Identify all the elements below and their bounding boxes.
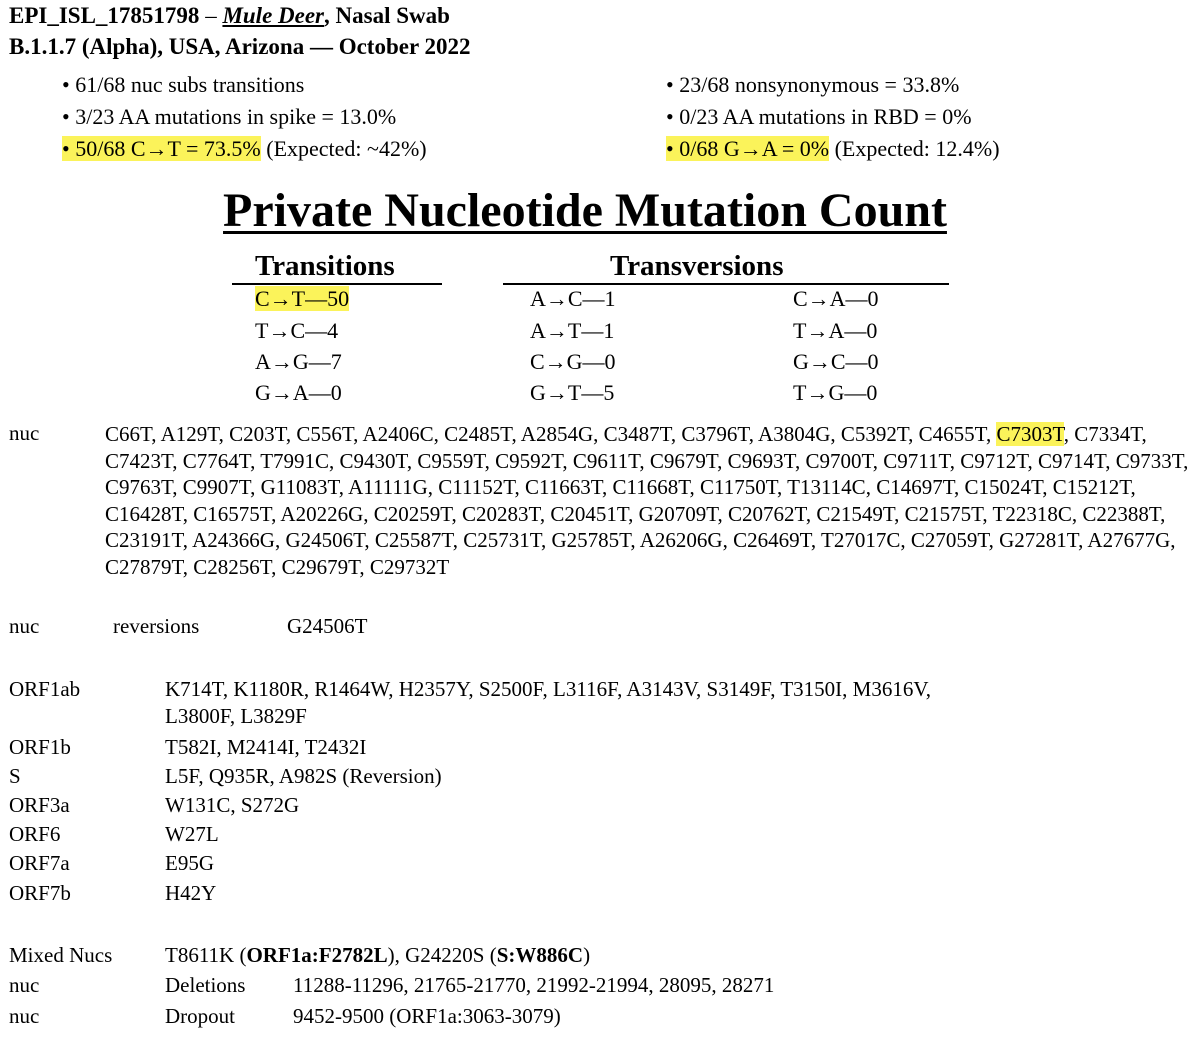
nuc-mutation: C15024T,: [964, 475, 1048, 499]
nuc-mutation: C21549T,: [816, 501, 900, 526]
nuc-mutation: A3804G,: [758, 422, 836, 446]
nuc-mutation: C20259T,: [373, 501, 457, 526]
deletions-value: 11288-11296, 21765-21770, 21992-21994, 28095, 28271: [293, 973, 775, 997]
nuc-mutation: T7991C,: [260, 448, 335, 473]
stat-left-3: • 50/68 C→T = 73.5% (Expected: ~42%): [62, 136, 427, 161]
nuc-mutation: C3487T,: [603, 422, 677, 446]
orf-mutations: H42Y: [165, 881, 217, 905]
nuc-mutation: T27017C,: [821, 528, 906, 552]
transversion-item: T→G—0: [793, 380, 878, 405]
stat-right-2: • 0/23 AA mutations in RBD = 0%: [666, 104, 972, 129]
nuc-mutation: C9711T,: [883, 448, 955, 473]
header-dash: –: [199, 3, 223, 28]
dropout-nuc-label: nuc: [9, 1004, 40, 1028]
orf-mutations: L3800F, L3829F: [165, 704, 307, 728]
nuc-mutation: C22388T,: [1082, 501, 1166, 526]
transversion-item: C→G—0: [530, 349, 616, 374]
orf-label: ORF7a: [9, 851, 70, 875]
mixed-nucs-value: T8611K (ORF1a:F2782L), G24220S (S:W886C): [165, 943, 591, 967]
transversion-item: G→T—5: [530, 380, 615, 405]
stat-right-1: • 23/68 nonsynonymous = 33.8%: [666, 72, 960, 97]
nuc-mutation: C15212T,: [1052, 475, 1136, 499]
reversions-nuc-label: nuc: [9, 614, 40, 638]
nuc-mutation: C20451T,: [550, 501, 634, 526]
nuc-mutation: C16575T,: [193, 501, 277, 526]
transversions-rule: [503, 283, 949, 285]
nuc-mutation: G24506T,: [285, 528, 370, 552]
dropout-label: Dropout: [165, 1004, 235, 1028]
transversion-item: G→C—0: [793, 349, 879, 374]
nuc-mutation: C9611T,: [572, 448, 645, 473]
nuc-mutation: G25785T,: [551, 528, 636, 552]
sample-type: , Nasal Swab: [324, 3, 450, 28]
stat-left-2: • 3/23 AA mutations in spike = 13.0%: [62, 104, 397, 129]
nuc-mutation: C9712T,: [960, 448, 1033, 473]
nuc-mutation: C9763T,: [105, 475, 178, 499]
accession-id: EPI_ISL_17851798: [9, 3, 200, 28]
sample-header-line2: B.1.1.7 (Alpha), USA, Arizona — October 2022: [9, 34, 471, 59]
nuc-mutation: C5392T,: [840, 422, 914, 446]
orf-label: ORF1ab: [9, 677, 81, 701]
nuc-mutation: C7764T,: [182, 448, 256, 473]
stat-highlight-ct: • 50/68 C→T = 73.5%: [62, 136, 261, 161]
transversions-heading: Transversions: [610, 250, 784, 282]
orf-label: S: [9, 764, 21, 788]
nuc-label: nuc: [9, 421, 40, 445]
nuc-mutation: C20283T,: [462, 501, 546, 526]
nuc-mutation: G11083T,: [260, 475, 344, 499]
nuc-mutation-list: [105, 421, 1195, 580]
orf-label: ORF6: [9, 822, 61, 846]
dropout-value: 9452-9500 (ORF1a:3063-3079): [293, 1004, 561, 1028]
transition-item: A→G—7: [255, 349, 342, 374]
nuc-mutation: T22318C,: [992, 501, 1078, 526]
nuc-mutation: A129T,: [160, 422, 224, 446]
nuc-mutation: C21575T,: [904, 501, 988, 526]
orf-mutations: K714T, K1180R, R1464W, H2357Y, S2500F, L3116F, A3143V, S3149F, T3150I, M3616V,: [165, 677, 932, 701]
nuc-mutation: C66T,: [105, 422, 157, 446]
orf-label: ORF1b: [9, 735, 71, 759]
nuc-mutation: C25731T,: [463, 528, 547, 552]
nuc-mutation: A20226G,: [280, 501, 369, 526]
transversion-item: C→A—0: [793, 286, 879, 311]
nuc-mutation: A24366G,: [192, 528, 281, 552]
transversion-item: A→C—1: [530, 286, 616, 311]
nuc-mutation: C28256T,: [193, 554, 277, 579]
stat-highlight-ga: • 0/68 G→A = 0%: [666, 136, 830, 161]
host-species: Mule Deer: [222, 3, 325, 28]
nuc-mutation: G27281T,: [999, 528, 1084, 552]
nuc-mutation: C9907T,: [182, 475, 256, 499]
nuc-mutation: C556T,: [296, 422, 359, 446]
nuc-mutation: C11152T,: [438, 475, 520, 499]
nuc-mutation: C9714T,: [1038, 448, 1111, 473]
nuc-mutation: C9700T,: [805, 448, 878, 473]
nuc-mutation: A27677G,: [1087, 528, 1176, 552]
transition-item: T→C—4: [255, 318, 339, 343]
nuc-mutation: C16428T,: [105, 501, 189, 526]
nuc-mutation: A11111G,: [348, 475, 434, 499]
deletions-nuc-label: nuc: [9, 973, 40, 997]
nuc-mutation: C11668T,: [612, 475, 695, 499]
deletions-label: Deletions: [165, 973, 246, 997]
orf-mutations: T582I, M2414I, T2432I: [165, 735, 367, 759]
nuc-mutation: C2485T,: [444, 422, 517, 446]
nuc-mutation: C29679T,: [281, 554, 365, 579]
nuc-mutation: T13114C,: [787, 475, 871, 499]
nuc-mutation: C27059T,: [910, 528, 994, 552]
nuc-mutation: C9679T,: [649, 448, 723, 473]
nuc-mutation: C9693T,: [727, 448, 801, 473]
nuc-mutation: C7303T,: [996, 422, 1069, 446]
nuc-mutation: C11663T,: [525, 475, 608, 499]
nuc-mutation: C14697T,: [876, 475, 960, 499]
nuc-mutation: C9559T,: [417, 448, 490, 473]
orf-mutations: W131C, S272G: [165, 793, 300, 817]
nuc-mutation: C23191T,: [105, 528, 189, 552]
nuc-mutation: A2406C,: [362, 422, 439, 446]
nuc-mutation: C25587T,: [374, 528, 458, 552]
nuc-mutation: C9733T,: [1115, 448, 1189, 473]
transversion-item: A→T—1: [530, 318, 615, 343]
nuc-mutation: A2854G,: [520, 422, 599, 446]
transitions-heading: Transitions: [255, 250, 395, 282]
stat-left-1: • 61/68 nuc subs transitions: [62, 72, 305, 97]
nuc-mutation: C9430T,: [339, 448, 413, 473]
nuc-mutation: A26206G,: [639, 528, 728, 552]
nuc-mutation: C7423T,: [105, 448, 178, 473]
transition-item: C→T—50: [255, 286, 350, 311]
nuc-mutation: C203T,: [229, 422, 292, 446]
reversions-label: reversions: [113, 614, 200, 638]
nuc-mutation: C3796T,: [681, 422, 754, 446]
mixed-nucs-label: Mixed Nucs: [9, 943, 113, 967]
nuc-mutation: C29732T: [369, 554, 450, 579]
transition-item: G→A—0: [255, 380, 342, 405]
nuc-mutation: C9592T,: [495, 448, 568, 473]
nuc-mutation: C26469T,: [733, 528, 817, 552]
transversion-item: T→A—0: [793, 318, 878, 343]
orf-mutations: W27L: [165, 822, 219, 846]
nuc-mutation: G20709T,: [638, 501, 723, 526]
nuc-mutation: C27879T,: [105, 554, 189, 579]
page-title: Private Nucleotide Mutation Count: [223, 184, 947, 237]
orf-mutations: L5F, Q935R, A982S (Reversion): [165, 764, 442, 788]
orf-mutations: E95G: [165, 851, 214, 875]
reversions-value: G24506T: [287, 614, 368, 638]
nuc-mutation: C20762T,: [728, 501, 812, 526]
nuc-mutation: C4655T,: [918, 422, 992, 446]
sample-header-line1: [9, 3, 450, 29]
nuc-mutation: C11750T,: [700, 475, 783, 499]
transitions-rule: [232, 283, 442, 285]
orf-label: ORF7b: [9, 881, 71, 905]
nuc-mutation: C7334T,: [1074, 422, 1147, 446]
stat-right-3: • 0/68 G→A = 0% (Expected: 12.4%): [666, 136, 1000, 161]
orf-label: ORF3a: [9, 793, 70, 817]
